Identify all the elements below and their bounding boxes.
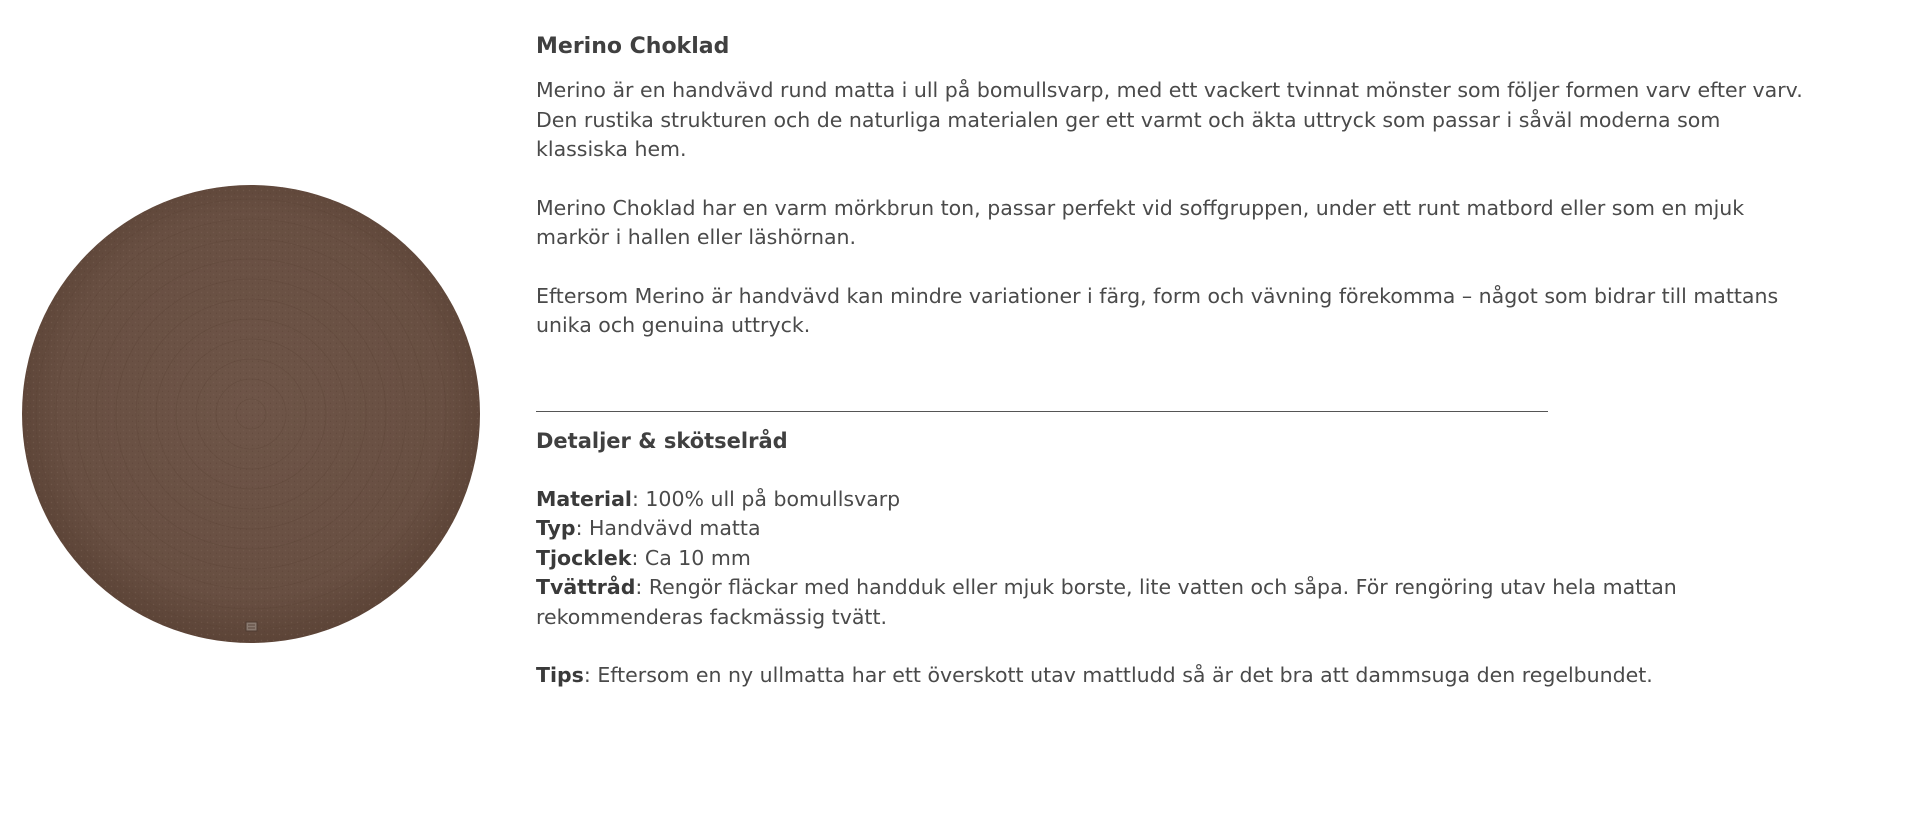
spec-type xyxy=(536,514,1806,544)
product-image xyxy=(20,183,482,645)
spec-label: Tvättråd xyxy=(536,575,636,599)
spec-value: : 100% ull på bomullsvarp xyxy=(631,486,901,511)
tips-label: Tips xyxy=(536,663,584,687)
product-title: Merino Choklad xyxy=(536,34,730,59)
tips-value: : Eftersom en ny ullmatta har ett överskott utav mattludd så är det bra att dammsuga den regelbundet. xyxy=(583,663,1653,687)
round-rug-image xyxy=(20,183,482,645)
description-paragraph-3: Eftersom Merino är handvävd kan mindre variationer i färg, form och vävning förekomma – något som bidrar till mattans unika och genuina uttryck. xyxy=(536,283,1779,337)
spec-thickness xyxy=(536,544,1806,574)
spec-label: Material xyxy=(536,486,632,511)
section-divider xyxy=(536,411,1548,412)
description-paragraph-1: Merino är en handvävd rund matta i ull på bomullsvarp, med ett vackert tvinnat mönster som följer formen varv efter varv. Den rustika strukturen och de naturliga materialen ger ett varmt och äkta uttryck som passar i såväl moderna som klassiska hem. xyxy=(536,78,1803,161)
tips-text xyxy=(536,661,1806,691)
spec-value: : Ca 10 mm xyxy=(631,545,751,570)
details-heading: Detaljer & skötselråd xyxy=(536,428,788,453)
label-tag-icon xyxy=(246,622,257,631)
description-paragraph-2: Merino Choklad har en varm mörkbrun ton, passar perfekt vid soffgruppen, under ett runt matbord eller som en mjuk markör i hallen eller läshörnan. xyxy=(536,195,1745,249)
product-info xyxy=(536,30,1806,691)
spec-washing xyxy=(536,573,1806,632)
spec-label: Typ xyxy=(536,516,576,540)
spec-value: : Rengör fläckar med handduk eller mjuk borste, lite vatten och såpa. För rengöring utav hela mattan rekommenderas fackmässig tvätt. xyxy=(536,575,1677,629)
spec-material xyxy=(536,485,1806,515)
spec-value: : Handvävd matta xyxy=(575,516,761,540)
spec-label: Tjocklek xyxy=(536,545,632,570)
spec-list xyxy=(536,485,1806,633)
